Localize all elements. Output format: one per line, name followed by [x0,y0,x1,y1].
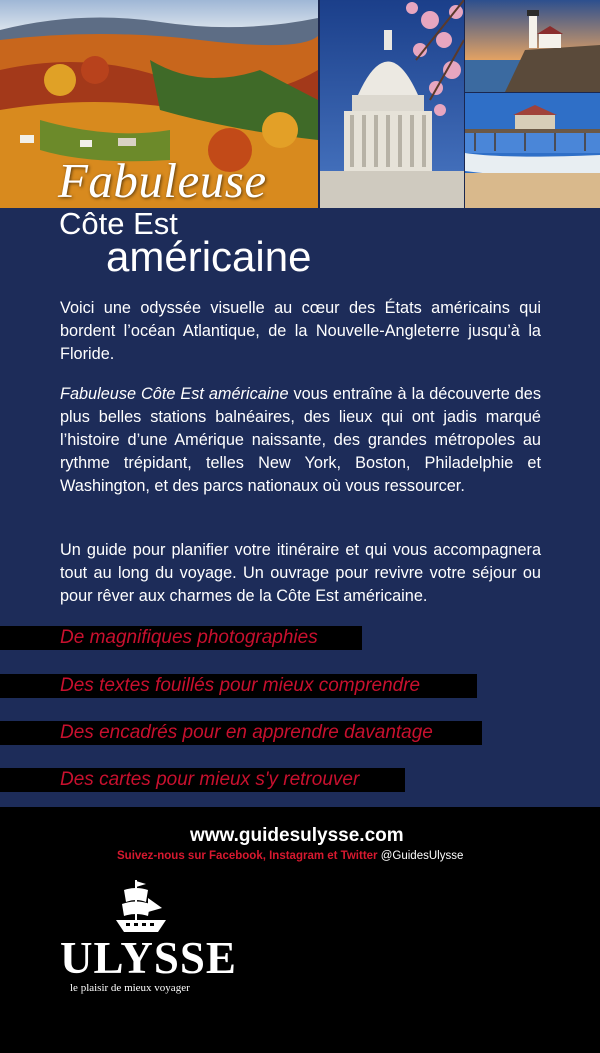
capitol-building-photo [320,0,464,208]
book-title-line2: Côte Est [59,206,178,241]
publisher-tagline: le plaisir de mieux voyager [70,982,190,994]
lighthouse-photo [465,0,600,92]
book-title-line1: Fabuleuse [58,153,267,208]
description-paragraph-3: Un guide pour planifier votre itinéraire et qui vous accompagnera tout au long du voyage. Un ouvrage pour revivre votre séjour ou pour rêver aux charmes de la Côte Est américaine. [60,541,541,605]
website-link[interactable]: www.guidesulysse.com [190,825,404,846]
ship-logo-icon [112,878,170,936]
book-title-line3: américaine [106,233,312,280]
feature-item-maps: Des cartes pour mieux s'y retrouver [0,768,405,792]
beach-pier-photo [465,93,600,208]
feature-item-boxes: Des encadrés pour en apprendre davantage [0,721,482,745]
description-paragraph-2-text: vous entraîne à la découverte des plus belles stations balnéaires, des lieux qui ont jadis marqué l’histoire d’une Amérique naissante, des grandes métropoles au rythme trépidant, telles New York, Boston, Philadelphie et Washington, et des parcs nationaux où vous ressourcer. [60,385,541,495]
social-prefix: Suivez-nous sur [117,850,210,862]
feature-item-texts: Des textes fouillés pour mieux comprendre [0,674,477,698]
publisher-logo: ULYSSE [60,933,237,983]
book-title-inline: Fabuleuse Côte Est américaine [60,385,289,403]
description-paragraph-1: Voici une odyssée visuelle au cœur des États américains qui bordent l’océan Atlantique, de la Nouvelle-Angleterre jusqu’à la Floride. [60,299,541,363]
social-line [117,850,463,862]
social-networks[interactable]: Facebook, Instagram et Twitter [209,850,378,862]
feature-item-photographs: De magnifiques photographies [0,626,362,650]
social-handle[interactable]: @GuidesUlysse [377,850,464,862]
description-paragraph-2 [60,383,541,498]
